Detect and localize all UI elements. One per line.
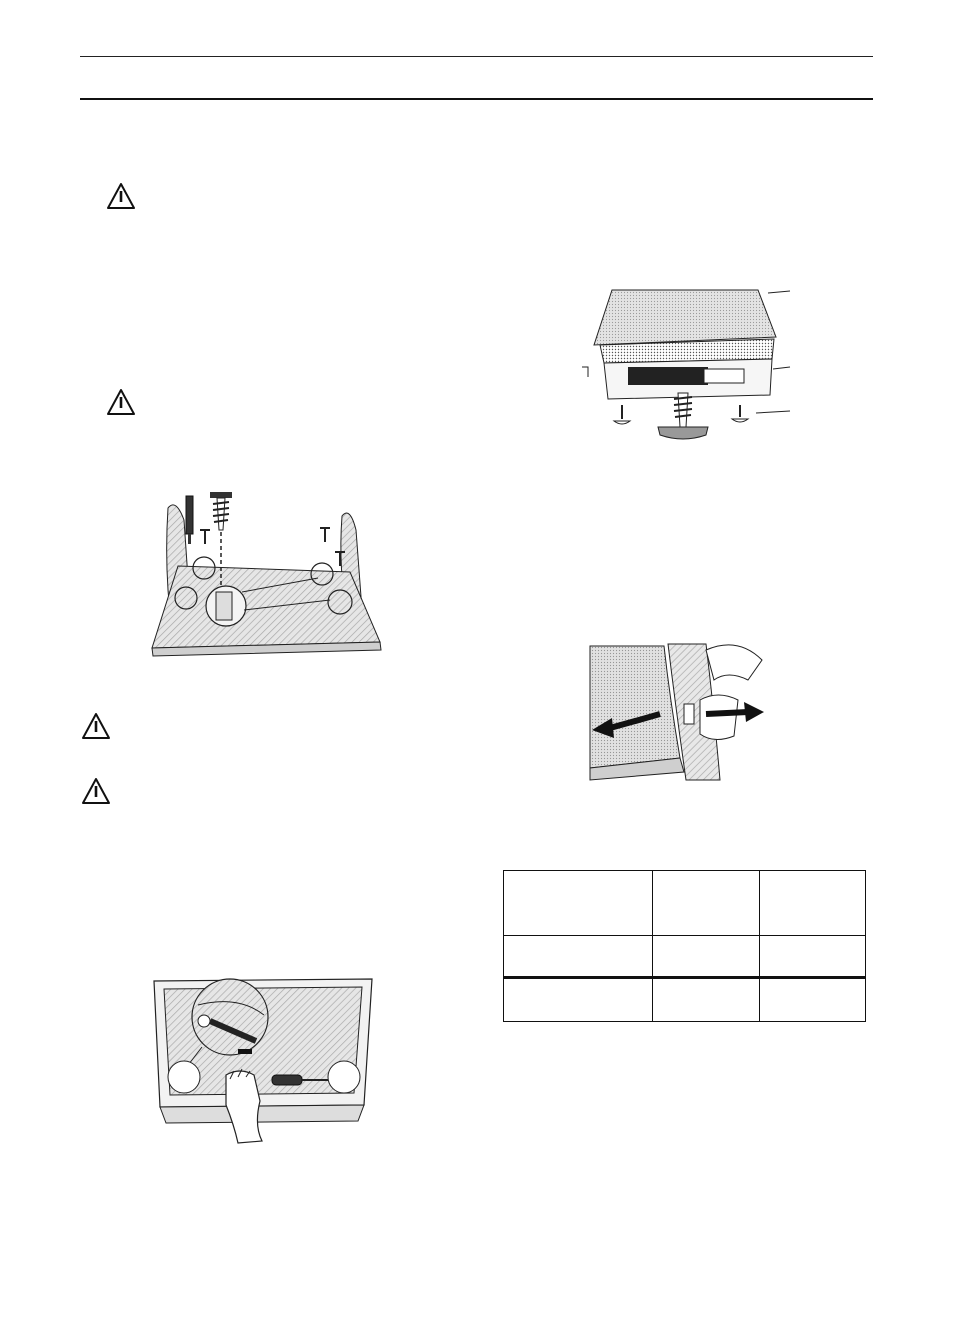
table-row: [504, 978, 866, 1022]
table-row: [504, 936, 866, 978]
spec-table-cell: [504, 936, 653, 978]
spec-table-cell: [504, 978, 653, 1022]
spec-table-header-cell: [760, 871, 866, 936]
spec-table-cell: [760, 978, 866, 1022]
warning-triangle-icon: [81, 777, 111, 805]
hood-mounting-brackets-figure: [150, 490, 385, 660]
hood-filter-removal-figure: [588, 640, 778, 782]
spec-table: [503, 870, 866, 1022]
header-rule-thick: [80, 98, 873, 100]
spec-table-header-cell: [653, 871, 760, 936]
header-rule-thin: [80, 56, 873, 57]
spec-table-header-cell: [504, 871, 653, 936]
spec-table-cell: [760, 936, 866, 978]
warning-triangle-icon: [106, 182, 136, 210]
warning-triangle-icon: [81, 712, 111, 740]
spec-table-header-row: [504, 871, 866, 936]
warning-triangle-icon: [106, 388, 136, 416]
hood-front-screw-figure: [578, 285, 793, 445]
spec-table-cell: [653, 936, 760, 978]
spec-table-cell: [653, 978, 760, 1022]
hood-underside-screwdriver-figure: [142, 975, 387, 1145]
